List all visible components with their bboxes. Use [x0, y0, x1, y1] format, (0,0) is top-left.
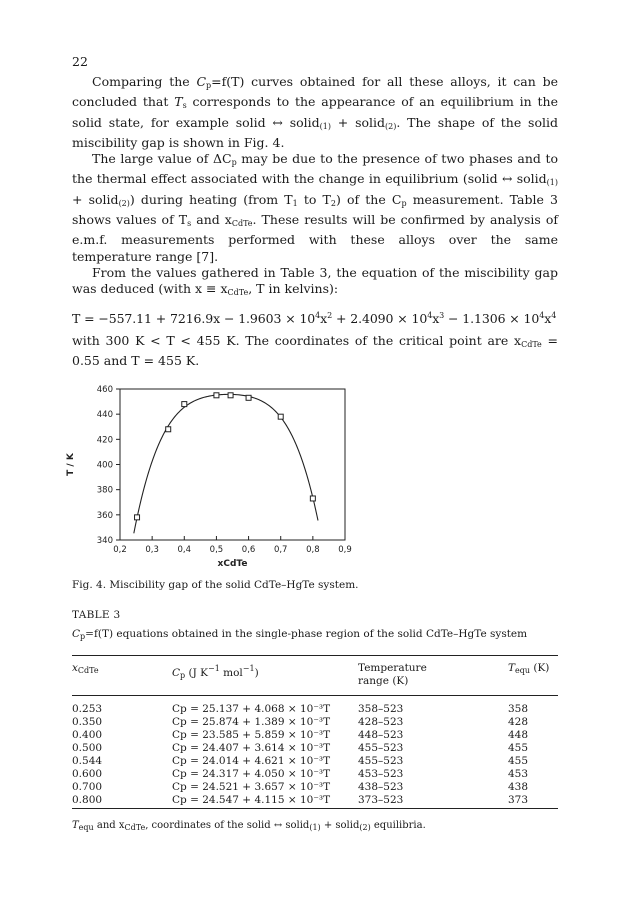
data-point: [310, 496, 315, 501]
cell-cp-equation: Cp = 24.317 + 4.050 × 10⁻³T: [172, 768, 331, 780]
x-tick-label: 0,4: [177, 545, 192, 555]
cell-t-equ: 373: [508, 794, 529, 806]
table-row: [72, 716, 558, 728]
cell-x: 0.800: [72, 794, 103, 806]
x-tick-label: 0,9: [338, 545, 352, 555]
table-header-rule: [72, 695, 558, 696]
table-row: [72, 794, 558, 806]
cell-t-equ: 358: [508, 703, 529, 715]
paragraph-1: Comparing the $C_p=f(T)$ curves obtained for all these alloys, it can be concluded that $T_s$ corresponds to the appearance of an equilibrium in the solid state, for example solid ↔ solid$_{(1)}$ + solid$_{(2)}$. The shape of the solid miscibility gap is shown in Fig. 4.: [72, 74, 558, 150]
cell-x: 0.544: [72, 755, 103, 767]
cell-t-equ: 453: [508, 768, 529, 780]
cell-cp-equation: Cp = 23.585 + 5.859 × 10⁻³T: [172, 729, 331, 741]
header-cp: $C_p$ (J $K^{-1}$ mol$^{-1}$): [172, 664, 259, 680]
cell-temperature-range: 358–523: [358, 703, 404, 715]
figure-4: [60, 382, 360, 577]
cell-x: 0.600: [72, 768, 103, 780]
cell-temperature-range: 455–523: [358, 755, 404, 767]
table-label: TABLE 3: [72, 609, 121, 621]
table-row: [72, 742, 558, 754]
cell-t-equ: 455: [508, 755, 529, 767]
data-point: [135, 515, 140, 520]
y-tick-label: 440: [96, 410, 113, 421]
x-tick-label: 0,3: [145, 545, 159, 555]
cell-cp-equation: Cp = 24.407 + 3.614 × 10⁻³T: [172, 742, 331, 754]
cell-cp-equation: Cp = 25.874 + 1.389 × 10⁻³T: [172, 716, 331, 728]
table-row: [72, 755, 558, 767]
paragraph-3: From the values gathered in Table 3, the equation of the miscibility gap was deduced (with $x \equiv x_{CdTe}$, T in kelvins):: [72, 264, 558, 298]
table-caption: $C_p=f(T)$ equations obtained in the single-phase region of the solid CdTe–HgTe system: [72, 628, 528, 641]
cell-temperature-range: 373–523: [358, 794, 404, 806]
figure-caption: Fig. 4. Miscibility gap of the solid CdTe–HgTe system.: [72, 579, 359, 591]
cell-x: 0.500: [72, 742, 103, 754]
y-axis-label: T / K: [66, 453, 76, 476]
miscibility-curve: [134, 394, 318, 533]
cell-t-equ: 438: [508, 781, 529, 793]
cell-cp-equation: Cp = 25.137 + 4.068 × 10⁻³T: [172, 703, 331, 715]
header-temperature-range: Temperature range (K): [358, 662, 427, 687]
body-text: [72, 74, 558, 369]
cell-x: 0.253: [72, 703, 103, 715]
y-tick-label: 400: [96, 460, 113, 471]
cell-temperature-range: 455–523: [358, 742, 404, 754]
cell-cp-equation: Cp = 24.521 + 3.657 × 10⁻³T: [172, 781, 331, 793]
cell-t-equ: 428: [508, 716, 529, 728]
cell-temperature-range: 438–523: [358, 781, 404, 793]
x-tick-label: 0,2: [113, 545, 127, 555]
paragraph-4: with 300 K < T < 455 K. The coordinates of the critical point are $x_{CdTe} = 0.55$ and T = 455 K.: [72, 332, 559, 369]
table-row: [72, 768, 558, 780]
y-tick-label: 420: [96, 435, 113, 446]
plot-frame: [120, 389, 345, 540]
x-tick-label: 0,7: [273, 545, 288, 555]
miscibility-gap-chart: [60, 382, 360, 577]
x-tick-label: 0,5: [209, 545, 224, 555]
table-bottom-rule: [72, 808, 558, 809]
table-row: [72, 729, 558, 741]
table-row: [72, 781, 558, 793]
data-point: [182, 402, 187, 407]
cell-t-equ: 455: [508, 742, 529, 754]
table-top-rule: [72, 655, 558, 656]
y-tick-label: 340: [96, 536, 113, 546]
x-tick-label: 0,6: [241, 545, 256, 555]
cell-cp-equation: Cp = 24.014 + 4.621 × 10⁻³T: [172, 755, 331, 767]
cell-x: 0.700: [72, 781, 103, 793]
y-tick-label: 380: [96, 485, 113, 496]
x-axis-label: xCdTe: [217, 559, 248, 569]
cell-x: 0.350: [72, 716, 103, 728]
miscibility-gap-equation: $T = -557.11 + 7216.9x - 1.9603 \times 10^4x^2 + 2.4090 \times 10^4x^3 - 1.1306 \times 10^4x^4$: [72, 310, 557, 326]
table-footnote: $T_{equ}$ and $x_{CdTe}$, coordinates of the solid ↔ solid$_{(1)}$ + solid$_{(2)}$ equilibria.: [72, 820, 426, 832]
data-point: [278, 414, 283, 419]
table-row: [72, 703, 558, 715]
paragraph-2: The large value of $\Delta C_p$ may be due to the presence of two phases and to the thermal effect associated with the change in equilibrium (solid ↔ solid$_{(1)}$ + solid$_{(2)}$) during heating (from $T_1$ to $T_2$) of the $C_p$ measurement. Table 3 shows values of $T_s$ and $x_{CdTe}$. These results will be confirmed by analysis of e.m.f. measurements performed with these alloys over the same temperature range [7].: [72, 151, 558, 264]
y-tick-label: 460: [96, 385, 113, 395]
header-x-cdte: $x_{CdTe}$: [72, 662, 99, 675]
cell-t-equ: 448: [508, 729, 529, 741]
x-tick-label: 0,8: [306, 545, 320, 555]
data-point: [214, 393, 219, 398]
data-point: [228, 393, 233, 398]
cell-x: 0.400: [72, 729, 103, 741]
data-point: [166, 427, 171, 432]
y-tick-label: 360: [96, 510, 113, 521]
data-point: [246, 395, 251, 400]
cell-temperature-range: 448–523: [358, 729, 404, 741]
header-t-equ: $T_{equ}$ (K): [508, 662, 550, 675]
page-number: 22: [72, 54, 88, 69]
cell-cp-equation: Cp = 24.547 + 4.115 × 10⁻³T: [172, 794, 331, 806]
cell-temperature-range: 453–523: [358, 768, 404, 780]
cell-temperature-range: 428–523: [358, 716, 404, 728]
